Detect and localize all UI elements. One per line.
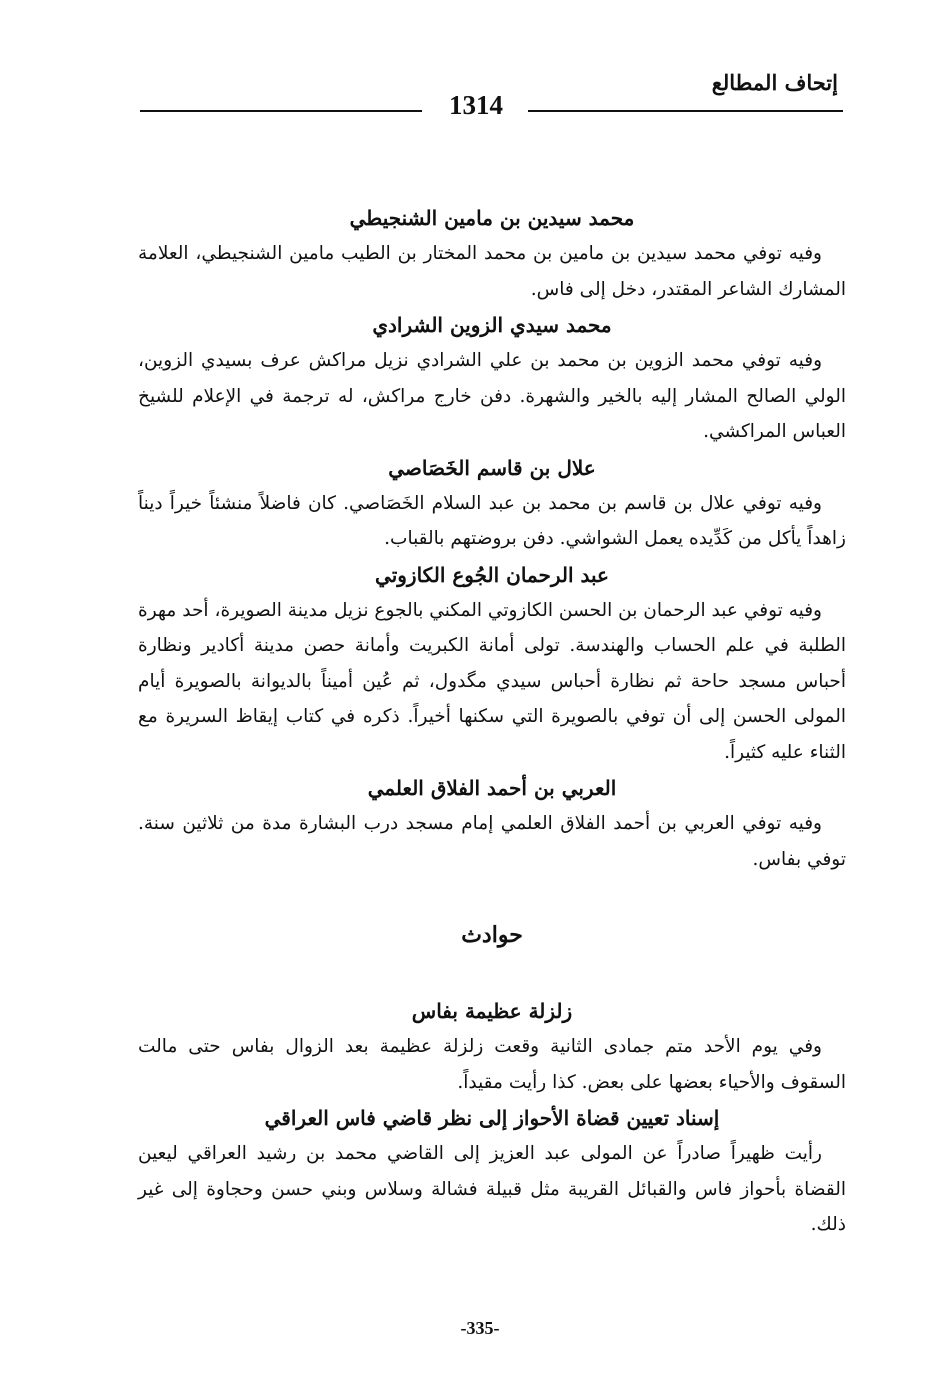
entry-heading: محمد سيدين بن مامين الشنجيطي xyxy=(349,206,635,230)
entry-heading: علال بن قاسم الخَصَاصي xyxy=(388,455,596,480)
page-number: -335- xyxy=(460,1318,500,1338)
entry-text: وفيه توفي محمد الزوين بن محمد بن علي الشرادي نزيل مراكش عرف بسيدي الزوين، الولي الصالح المشار إليه بالخير والشهرة. دفن خارج مراكش، له ترجمة في الإعلام للشيخ العباس المراكشي. xyxy=(138,350,846,442)
header-rule-left xyxy=(140,110,422,112)
running-title: إتحاف المطالع xyxy=(711,70,838,95)
event-text: وفي يوم الأحد متم جمادى الثانية وقعت زلزلة عظيمة بعد الزوال بفاس حتى مالت السقوف والأحياء بعضها على بعض. كذا رأيت مقيداً. xyxy=(138,1036,846,1093)
year-number: 1314 xyxy=(449,90,503,120)
entry-text: وفيه توفي العربي بن أحمد الفلاق العلمي إمام مسجد درب البشارة مدة من ثلاثين سنة. توفي بفاس. xyxy=(138,813,846,870)
header-rule-right xyxy=(528,110,843,112)
entry-heading: عبد الرحمان الجُوع الكازوتي xyxy=(375,562,609,587)
event-heading: زلزلة عظيمة بفاس xyxy=(411,999,573,1023)
entry-text: وفيه توفي محمد سيدين بن مامين بن محمد المختار بن الطيب مامين الشنجيطي، العلامة المشارك الشاعر المقتدر، دخل إلى فاس. xyxy=(138,243,846,300)
entry-heading: العربي بن أحمد الفلاق العلمي xyxy=(367,776,617,800)
entry-heading: محمد سيدي الزوين الشرادي xyxy=(372,313,612,337)
entry-text: وفيه توفي عبد الرحمان بن الحسن الكازوتي المكني بالجوع نزيل مدينة الصويرة، أحد مهرة الطلبة في علم الحساب والهندسة. تولى أمانة الكبريت وأمانة حصن مدينة أكادير ونظارة أحباس مسجد حاحة ثم نظارة أحباس سيدي مگدول، ثم عُين أميناً بالديوانة بالصويرة أيام المولى الحسن إلى أن توفي بالصويرة التي سكنها أخيراً. ذكره في كتاب إيقاظ السريرة مع الثناء عليه كثيراً. xyxy=(138,599,846,763)
event-text: رأيت ظهيراً صادراً عن المولى عبد العزيز إلى القاضي محمد بن رشيد العراقي ليعين القضاة بأحواز فاس والقبائل القريبة مثل قبيلة فشالة وسلاس وبني حسن وحجاوة إلى غير ذلك. xyxy=(138,1143,846,1235)
section-title: حوادث xyxy=(461,922,523,948)
entry-text: وفيه توفي علال بن قاسم بن محمد بن عبد السلام الخَصَاصي. كان فاضلاً منشئاً خيراً ديناً زاهداً يأكل من كَدِّيده يعمل الشواشي. دفن بروضتهم بالقباب. xyxy=(138,492,846,549)
event-heading: إسناد تعيين قضاة الأحواز إلى نظر قاضي فاس العراقي xyxy=(264,1106,720,1130)
main-text xyxy=(138,200,846,1243)
